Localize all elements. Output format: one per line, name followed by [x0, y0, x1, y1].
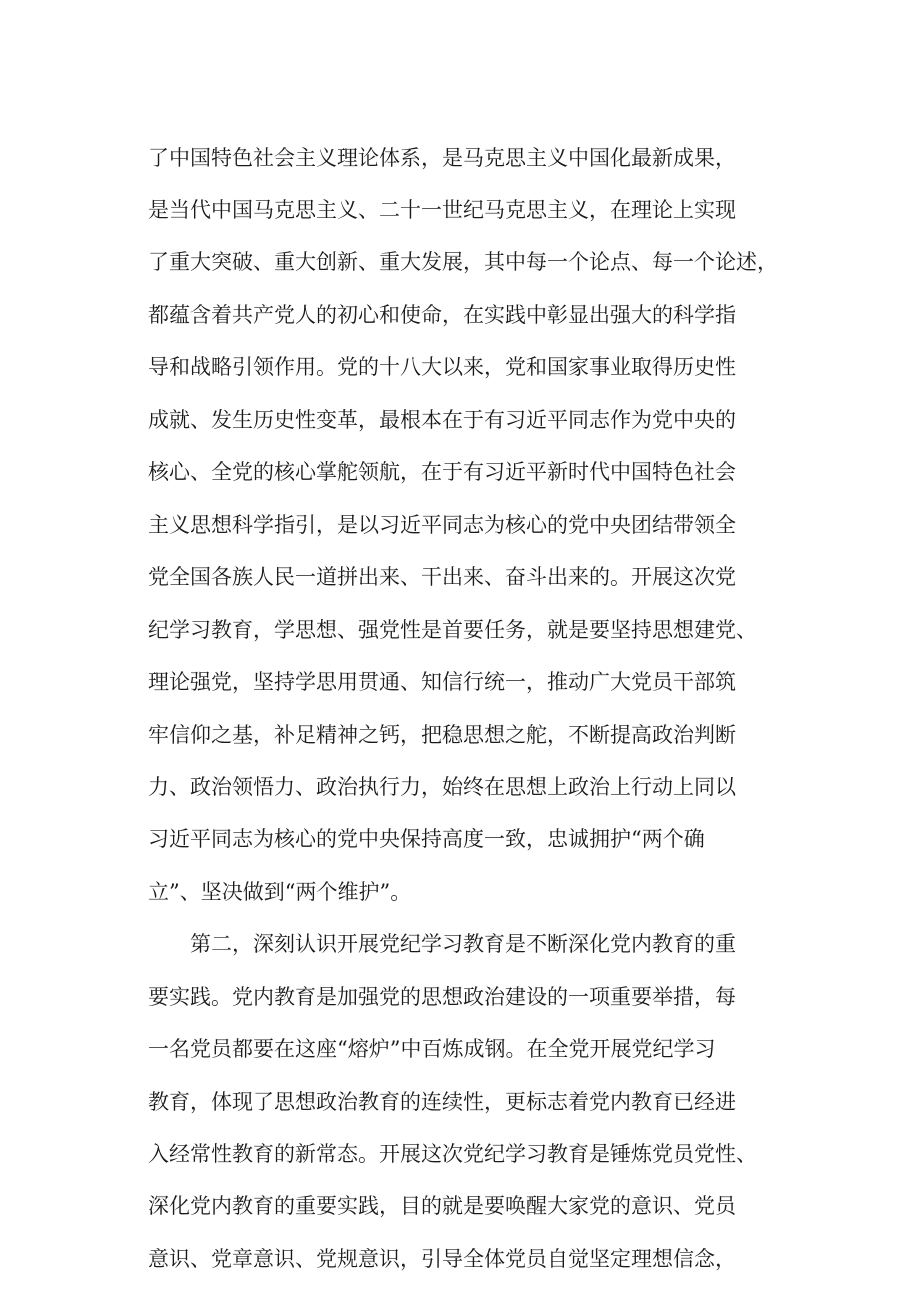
text-line: 主义思想科学指引，是以习近平同志为核心的党中央团结带领全 — [148, 513, 736, 537]
text-line: 习近平同志为核心的党中央保持高度一致，忠诚拥护“两个确 — [148, 827, 705, 851]
text-line: 教育，体现了思想政治教育的连续性，更标志着党内教育已经进 — [148, 1090, 736, 1114]
text-line: 了重大突破、重大创新、重大发展，其中每一个论点、每一个论述， — [148, 250, 778, 274]
text-line: 成就、发生历史性变革，最根本在于有习近平同志作为党中央的 — [148, 408, 736, 432]
text-line: 立”、坚决做到“两个维护”。 — [148, 880, 412, 904]
text-line: 入经常性教育的新常态。开展这次党纪学习教育是锤炼党员党性、 — [148, 1142, 757, 1166]
text-line: 纪学习教育，学思想、强党性是首要任务，就是要坚持思想建党、 — [148, 618, 757, 642]
text-line: 党全国各族人民一道拼出来、干出来、奋斗出来的。开展这次党 — [148, 565, 736, 589]
text-line: 理论强党，坚持学思用贯通、知信行统一，推动广大党员干部筑 — [148, 670, 736, 694]
text-line: 力、政治领悟力、政治执行力，始终在思想上政治上行动上同以 — [148, 775, 736, 799]
text-line: 都蕴含着共产党人的初心和使命，在实践中彰显出强大的科学指 — [148, 303, 736, 327]
text-line: 一名党员都要在这座“熔炉”中百炼成钢。在全党开展党纪学习 — [148, 1037, 716, 1061]
text-line: 牢信仰之基，补足精神之钙，把稳思想之舵，不断提高政治判断 — [148, 723, 736, 747]
text-line: 第二，深刻认识开展党纪学习教育是不断深化党内教育的重 — [148, 932, 736, 956]
text-line: 导和战略引领作用。党的十八大以来，党和国家事业取得历史性 — [148, 355, 736, 379]
text-line: 了中国特色社会主义理论体系，是马克思主义中国化最新成果， — [148, 146, 736, 170]
text-line: 是当代中国马克思主义、二十一世纪马克思主义，在理论上实现 — [148, 198, 736, 222]
text-line: 要实践。党内教育是加强党的思想政治建设的一项重要举措，每 — [148, 985, 736, 1009]
text-line: 核心、全党的核心掌舵领航，在于有习近平新时代中国特色社会 — [148, 460, 736, 484]
text-line: 深化党内教育的重要实践，目的就是要唤醒大家党的意识、党员 — [148, 1194, 736, 1218]
text-line: 意识、党章意识、党规意识，引导全体党员自觉坚定理想信念， — [148, 1247, 736, 1271]
